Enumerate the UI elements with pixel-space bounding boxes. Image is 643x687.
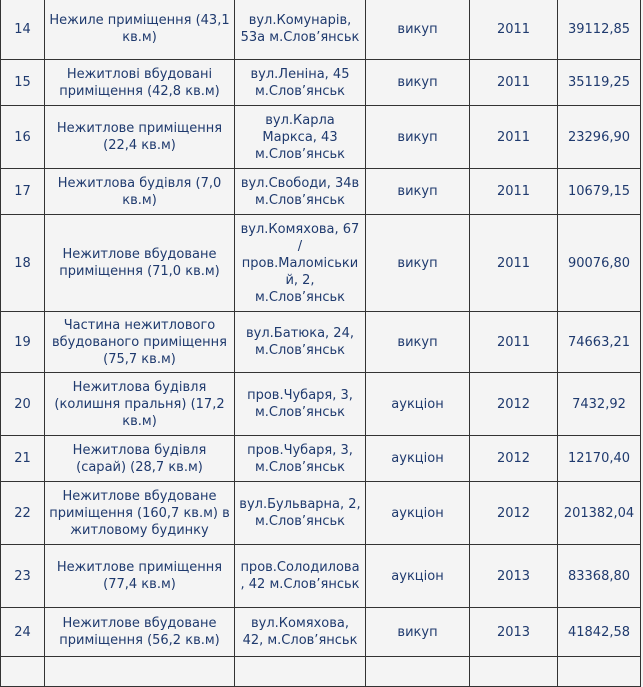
year-cell [470, 657, 558, 687]
table-row [1, 169, 641, 215]
row-number-cell: 15 [1, 60, 45, 106]
year-cell: 2013 [470, 608, 558, 657]
price-cell: 83368,80 [558, 545, 641, 608]
address-cell: пров.Чубаря, 3, м.Слов’янськ [235, 436, 366, 482]
property-name-cell: Нежитлове вбудоване приміщення (160,7 кв.м) в житловому будинку [45, 482, 235, 545]
sale-method-cell: викуп [366, 60, 470, 106]
price-cell: 74663,21 [558, 312, 641, 373]
row-number-cell: 19 [1, 312, 45, 373]
sale-method-cell: аукціон [366, 373, 470, 436]
address-cell: вул.Батюка, 24, м.Слов’янськ [235, 312, 366, 373]
address-cell: вул.Карла Маркса, 43 м.Слов’янськ [235, 106, 366, 169]
price-cell: 39112,85 [558, 0, 641, 60]
year-cell: 2012 [470, 373, 558, 436]
property-name-cell: Нежитлове вбудоване приміщення (71,0 кв.м) [45, 215, 235, 312]
year-cell: 2011 [470, 215, 558, 312]
row-number-cell: 24 [1, 608, 45, 657]
row-number-cell: 21 [1, 436, 45, 482]
year-cell: 2013 [470, 545, 558, 608]
sale-method-cell: аукціон [366, 436, 470, 482]
sale-method-cell: викуп [366, 169, 470, 215]
price-cell: 12170,40 [558, 436, 641, 482]
table-body [1, 0, 641, 687]
address-cell: вул.Комяхова, 67 / пров.Маломіський, 2, м.Слов’янськ [235, 215, 366, 312]
table-row [1, 106, 641, 169]
property-name-cell: Нежитлові вбудовані приміщення (42,8 кв.м) [45, 60, 235, 106]
price-cell: 10679,15 [558, 169, 641, 215]
sale-method-cell: аукціон [366, 545, 470, 608]
row-number-cell: 17 [1, 169, 45, 215]
row-number-cell: 22 [1, 482, 45, 545]
price-cell [558, 657, 641, 687]
property-name-cell: Частина нежитлового вбудованого приміщення (75,7 кв.м) [45, 312, 235, 373]
price-cell: 41842,58 [558, 608, 641, 657]
price-cell: 23296,90 [558, 106, 641, 169]
year-cell: 2011 [470, 60, 558, 106]
property-name-cell: Нежитлове приміщення (77,4 кв.м) [45, 545, 235, 608]
price-cell: 7432,92 [558, 373, 641, 436]
address-cell: вул.Бульварна, 2, м.Слов’янськ [235, 482, 366, 545]
table-row [1, 0, 641, 60]
address-cell: вул.Леніна, 45 м.Слов’янськ [235, 60, 366, 106]
address-cell: пров.Солодилова, 42 м.Слов’янськ [235, 545, 366, 608]
year-cell: 2011 [470, 0, 558, 60]
table-row [1, 657, 641, 687]
sale-method-cell: викуп [366, 312, 470, 373]
row-number-cell: 14 [1, 0, 45, 60]
property-name-cell: Нежиле приміщення (43,1 кв.м) [45, 0, 235, 60]
property-name-cell: Нежитлове приміщення (22,4 кв.м) [45, 106, 235, 169]
property-name-cell: Нежитлова будівля (сарай) (28,7 кв.м) [45, 436, 235, 482]
table-row [1, 608, 641, 657]
sale-method-cell: викуп [366, 0, 470, 60]
year-cell: 2012 [470, 482, 558, 545]
sale-method-cell: викуп [366, 608, 470, 657]
price-cell: 201382,04 [558, 482, 641, 545]
property-name-cell: Нежитлове вбудоване приміщення (56,2 кв.м) [45, 608, 235, 657]
sale-method-cell [366, 657, 470, 687]
price-cell: 35119,25 [558, 60, 641, 106]
year-cell: 2011 [470, 312, 558, 373]
year-cell: 2011 [470, 169, 558, 215]
year-cell: 2012 [470, 436, 558, 482]
address-cell: вул.Комунарів, 53а м.Слов’янськ [235, 0, 366, 60]
address-cell [235, 657, 366, 687]
property-name-cell: Нежитлова будівля (колишня пральня) (17,2 кв.м) [45, 373, 235, 436]
row-number-cell [1, 657, 45, 687]
row-number-cell: 20 [1, 373, 45, 436]
sale-method-cell: аукціон [366, 482, 470, 545]
table-row [1, 215, 641, 312]
property-name-cell [45, 657, 235, 687]
sale-method-cell: викуп [366, 106, 470, 169]
address-cell: вул.Комяхова, 42, м.Слов’янськ [235, 608, 366, 657]
sale-method-cell: викуп [366, 215, 470, 312]
row-number-cell: 18 [1, 215, 45, 312]
table-row [1, 545, 641, 608]
address-cell: вул.Свободи, 34в м.Слов’янськ [235, 169, 366, 215]
row-number-cell: 23 [1, 545, 45, 608]
row-number-cell: 16 [1, 106, 45, 169]
year-cell: 2011 [470, 106, 558, 169]
table-row [1, 312, 641, 373]
table-row [1, 373, 641, 436]
table-row [1, 60, 641, 106]
property-name-cell: Нежитлова будівля (7,0 кв.м) [45, 169, 235, 215]
table-row [1, 482, 641, 545]
table-row [1, 436, 641, 482]
address-cell: пров.Чубаря, 3, м.Слов’янськ [235, 373, 366, 436]
price-cell: 90076,80 [558, 215, 641, 312]
